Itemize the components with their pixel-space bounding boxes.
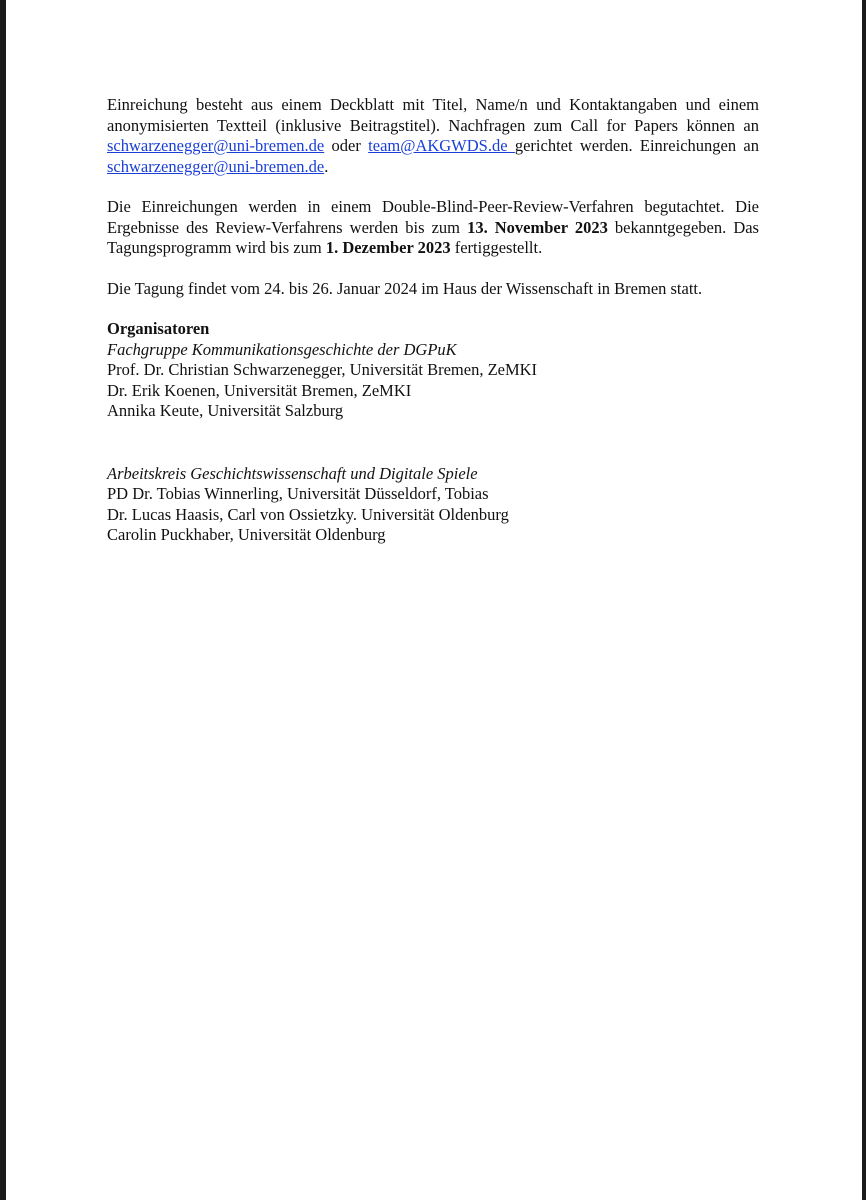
- submission-paragraph: [107, 95, 759, 177]
- review-text-1: Die Einreichungen werden in einem Double-Blind-Peer-Review-Verfahren begutachtet. Die Ergebnisse des Review-Verfahrens werden bis zum: [107, 197, 759, 237]
- group-spacer: [107, 422, 759, 464]
- submission-text-2: oder: [324, 136, 369, 155]
- group-2-member: Carolin Puckhaber, Universität Oldenburg: [107, 525, 386, 544]
- submission-text-4: .: [324, 156, 329, 176]
- submission-text-1: Einreichung besteht aus einem Deckblatt mit Titel, Name/n und Kontaktangaben und einem anonymisierten Textteil (inklusive Beitragstitel). Nachfragen zum Call for Papers können an: [107, 95, 759, 135]
- review-paragraph: [107, 197, 759, 259]
- group-1-member: Annika Keute, Universität Salzburg: [107, 401, 344, 420]
- review-text-3: fertiggestellt.: [450, 238, 543, 257]
- email-link-schwarzenegger[interactable]: schwarzenegger@uni-bremen.de: [107, 136, 325, 155]
- group-2-name: Arbeitskreis Geschichtswissenschaft und Digitale Spiele: [107, 463, 478, 483]
- group-1-member: Dr. Erik Koenen, Universität Bremen, ZeMKI: [107, 380, 412, 400]
- organizer-group-1: [107, 340, 759, 422]
- review-date: 13. November 2023: [467, 217, 608, 237]
- review-text-2: bekanntgegeben. Das Tagungsprogramm wird bis zum: [107, 217, 759, 257]
- conference-paragraph: Die Tagung findet vom 24. bis 26. Januar 2024 im Haus der Wissenschaft in Bremen statt.: [107, 278, 703, 298]
- organizer-group-2: [107, 464, 759, 546]
- email-link-schwarzenegger-2[interactable]: schwarzenegger@uni-bremen.de: [107, 156, 325, 176]
- document-page: [107, 95, 759, 546]
- group-2-member: Dr. Lucas Haasis, Carl von Ossietzky. Universität Oldenburg: [107, 504, 509, 524]
- email-link-akgwds[interactable]: team@AKGWDS.de: [368, 136, 515, 155]
- submission-text-3: gerichtet werden. Einreichungen an: [514, 136, 759, 155]
- group-1-name: Fachgruppe Kommunikationsgeschichte der DGPuK: [107, 339, 457, 359]
- scan-right-edge: [862, 0, 866, 1200]
- program-date: 1. Dezember 2023: [325, 238, 451, 257]
- group-1-member: Prof. Dr. Christian Schwarzenegger, Universität Bremen, ZeMKI: [107, 360, 538, 379]
- group-2-member: PD Dr. Tobias Winnerling, Universität Düsseldorf, Tobias: [107, 484, 489, 503]
- scan-left-edge: [0, 0, 6, 1200]
- organizers-heading: Organisatoren: [107, 319, 210, 338]
